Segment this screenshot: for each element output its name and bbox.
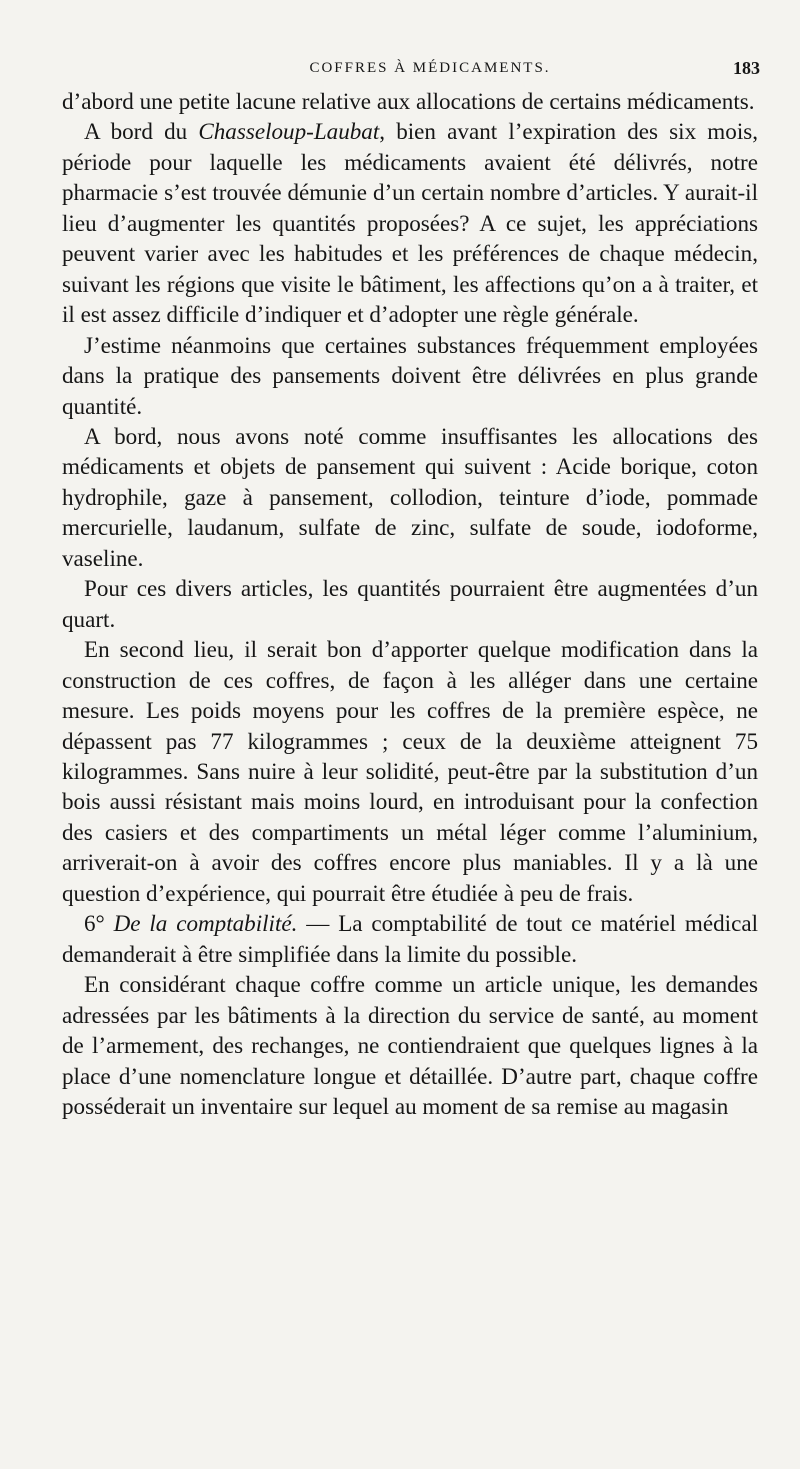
text-run: , bien avant l’expiration des six mois, période pour laquelle les médicaments avaient été délivrés, notre pharmacie s’est trouvée démunie d’un certain nombre d’articles. Y aurait-il lieu d’augmenter les quantités proposées? A ce sujet, les appréciations peuvent varier avec les habitudes et les préférences de chaque médecin, suivant les régions que visite le bâtiment, les affections qu’on a à traiter, et il est assez difficile d’indiquer et d’adopter une règle générale. <box>62 118 758 328</box>
text-run: A bord du <box>84 118 199 145</box>
paragraph <box>62 573 758 634</box>
body-text <box>62 86 758 1121</box>
italic-text: Chasseloup-Laubat <box>198 118 380 145</box>
paragraph <box>62 969 758 1121</box>
paragraph <box>62 116 758 329</box>
text-run: 6° <box>84 910 114 937</box>
text-run: A bord, nous avons noté comme insuffisantes les allocations des médicaments et objets de pansement qui suivent : Acide borique, coton hydrophile, gaze à pansement, collodion, teinture d’iode, pommade mercurielle, laudanum, sulfate de zinc, sulfate de soude, iodoforme, vaseline. <box>62 422 758 571</box>
paragraph <box>62 908 758 969</box>
running-head: COFFRES À MÉDICAMENTS. <box>309 60 551 76</box>
text-run: En considérant chaque coffre comme un article unique, les demandes adressées par les bâtiments à la direction du service de santé, au moment de l’armement, des rechanges, ne contiendraient que quelques lignes à la place d’une nomenclature longue et détaillée. D’autre part, chaque coffre posséderait un inventaire sur lequel au moment de sa remise au magasin <box>62 971 758 1119</box>
page-number: 183 <box>733 58 760 78</box>
paragraph <box>62 421 758 573</box>
paragraph <box>62 330 758 421</box>
italic-text: De la comptabilité. <box>113 910 298 937</box>
text-run: d’abord une petite lacune relative aux allocations de certains médicaments. <box>62 88 755 114</box>
text-run: J’estime néanmoins que certaines substances fréquemment employées dans la pratique des pansements doivent être délivrées en plus grande quantité. <box>62 331 758 419</box>
page-header <box>100 56 760 84</box>
text-run: — La comptabilité de tout ce matériel médical demanderait à être simplifiée dans la limite du possible. <box>62 910 758 967</box>
text-run: Pour ces divers articles, les quantités pourraient être augmentées d’un quart. <box>62 575 758 632</box>
text-run: En second lieu, il serait bon d’apporter quelque modification dans la construction de ces coffres, de façon à les alléger dans une certaine mesure. Les poids moyens pour les coffres de la première espèce, ne dépassent pas 77 kilogrammes ; ceux de la deuxième atteignent 75 kilogrammes. Sans nuire à leur solidité, peut-être par la substitution d’un bois aussi résistant mais moins lourd, en introduisant pour la confection des casiers et des compartiments un métal léger comme l’aluminium, arriverait-on à avoir des coffres encore plus maniables. Il y a là une question d’expérience, qui pourrait être étudiée à peu de frais. <box>62 636 758 906</box>
paragraph <box>62 86 758 116</box>
paragraph <box>62 634 758 908</box>
